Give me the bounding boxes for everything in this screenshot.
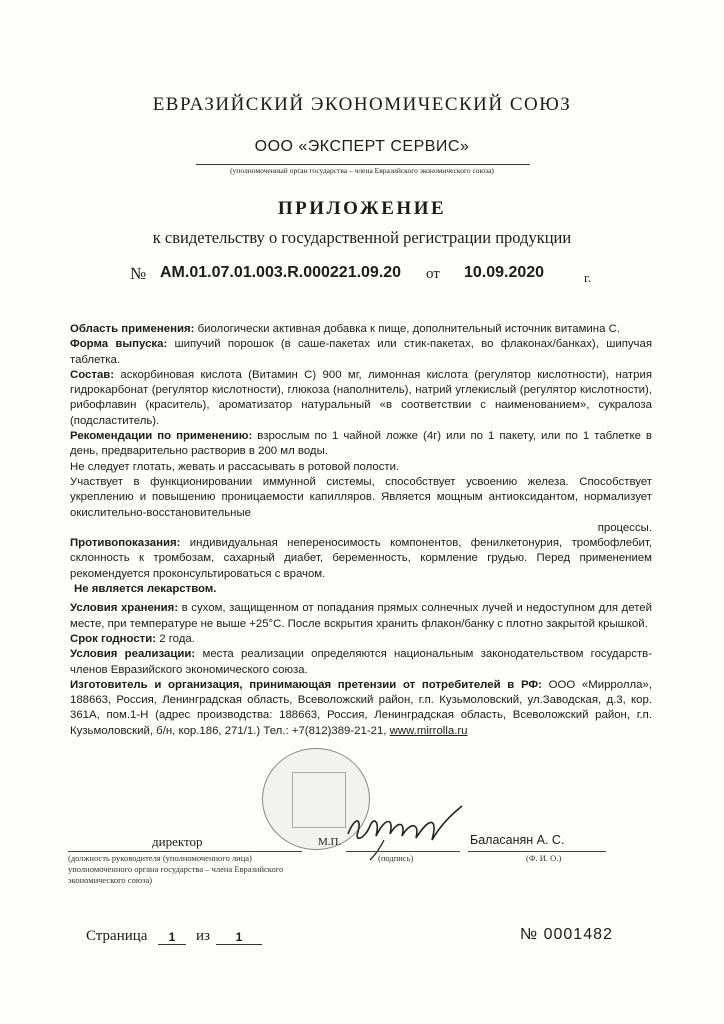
year-suffix: г.	[584, 270, 592, 285]
scope-label: Область применения:	[70, 323, 195, 335]
sale-label: Условия реализации:	[70, 648, 196, 661]
of-label: из	[196, 928, 210, 944]
storage-text: в сухом, защищенном от попадания прямых солнечных лучей и недоступном для детей месте, при температуре не выше +25°С. После вскрытия хранить флакон/банку с плотно закрытой крышкой.	[70, 602, 652, 630]
certificate-date: 10.09.2020	[464, 264, 545, 281]
not-drug-text: Не является лекарством.	[74, 583, 217, 596]
name-line	[468, 851, 606, 852]
signature-caption: (подпись)	[378, 853, 414, 863]
page-number: 1	[158, 930, 186, 945]
usage-note: Не следует глотать, жевать и рассасывать в ротовой полости.	[70, 460, 400, 473]
form-paragraph	[70, 337, 652, 368]
manufacturer-label: Изготовитель и организация, принимающая претензии от потребителей в РФ:	[70, 678, 542, 691]
scope-paragraph	[70, 322, 652, 337]
form-label: Форма выпуска:	[70, 338, 168, 351]
composition-text: аскорбиновая кислота (Витамин С) 900 мг, лимонная кислота (регулятор кислотности), натрия гидрокарбонат (регулятор кислотности), глюкоза (наполнитель), натрий углекислый (регулятор кислотности), рибофлавин (краситель), ароматизатор натуральный «в соответствии с наименованием», сукралоза (подсластитель).	[70, 368, 652, 427]
manufacturer-paragraph	[70, 678, 652, 739]
usage-paragraph	[70, 429, 652, 460]
shelf-life-text: 2 года.	[156, 632, 195, 645]
contraindications-text: индивидуальная непереносимость компонентов, фенилкетонурия, тромбофлебит, склонность к тромбозам, сахарный диабет, беременность, кормление грудью. Перед применением рекомендуется проконсультироваться с врачом.	[70, 537, 652, 580]
name-caption: (Ф. И. О.)	[526, 853, 562, 863]
shelf-life-label: Срок годности:	[70, 632, 157, 645]
certificate-number-row	[0, 264, 724, 288]
manufacturer-website-link[interactable]: www.mirrolla.ru	[389, 724, 468, 737]
storage-paragraph	[70, 601, 652, 632]
number-sign: №	[130, 264, 147, 283]
position-text: директор	[152, 834, 203, 849]
sale-paragraph	[70, 647, 652, 678]
signatory-name: Баласанян А. С.	[470, 833, 565, 847]
appendix-title: ПРИЛОЖЕНИЕ	[277, 198, 447, 219]
position-caption: (должность руководителя (уполномоченного лица) уполномоченного органа государства – члена Евразийского экономического союза)	[68, 853, 284, 885]
composition-label: Состав:	[70, 368, 115, 381]
certificate-number: AM.01.07.01.003.R.000221.09.20	[160, 264, 402, 281]
usage-text: взрослым по 1 чайной ложке (4г) или по 1 пакету, или по 1 таблетке в день, предварительно растворив в 200 мл воды.	[70, 430, 652, 458]
scope-text: биологически активная добавка к пище, дополнительный источник витамина С.	[194, 323, 620, 335]
sale-text: места реализации определяются национальным законодательством государств-членов Евразийского экономического союза.	[70, 648, 653, 676]
page-label: Страница	[86, 928, 148, 944]
appendix-body	[70, 322, 652, 739]
position-line	[68, 851, 302, 852]
stamp-inner-box	[292, 772, 346, 828]
contraindications-label: Противопоказания:	[70, 537, 181, 550]
mp-label: М.П.	[318, 836, 342, 848]
manufacturer-text: ООО «Мирролла», 188663, Россия, Ленинградская область, Всеволожский район, г.п. Кузьмоловский, ул.Заводская, д.3, кор. 361А, пом.1-Н (адрес производства: 188663, Россия, Ленинградская область, Всеволожский район, г.п. Кузьмоловский, б/н, кор.186, 271/1.) Тел.: +7(812)389-21-21,	[70, 678, 652, 737]
shelf-life-paragraph	[70, 632, 652, 647]
page-total: 1	[216, 930, 262, 945]
storage-label: Условия хранения:	[70, 602, 179, 615]
usage-label: Рекомендации по применению:	[70, 430, 253, 443]
from-label: от	[426, 266, 440, 282]
union-title: ЕВРАЗИЙСКИЙ ЭКОНОМИЧЕСКИЙ СОЮЗ	[152, 94, 572, 115]
contraindications-paragraph	[70, 536, 652, 582]
form-text: шипучий порошок (в саше-пакетах или стик-пакетах, во флаконах/банках), шипучая таблетка.	[70, 338, 652, 366]
appendix-subtitle: к свидетельству о государственной регистрации продукции	[152, 228, 572, 247]
signature-line	[346, 851, 460, 852]
not-drug-note	[70, 582, 652, 597]
document-number: № 0001482	[520, 926, 613, 943]
effect-end: процессы.	[597, 521, 652, 534]
organization-underline	[196, 164, 530, 165]
organization-note: (уполномоченный орган государства – члена Евразийского экономического союза)	[230, 166, 494, 175]
effect-paragraph: Участвует в функционировании иммунной системы, способствует усвоению железа. Способствует укреплению и повышению проницаемости капилляров. Является мощным антиоксидантом, нормализует окислительно-восстановительные	[70, 475, 652, 519]
composition-paragraph	[70, 368, 652, 429]
organization-name: ООО «ЭКСПЕРТ СЕРВИС»	[254, 138, 470, 155]
